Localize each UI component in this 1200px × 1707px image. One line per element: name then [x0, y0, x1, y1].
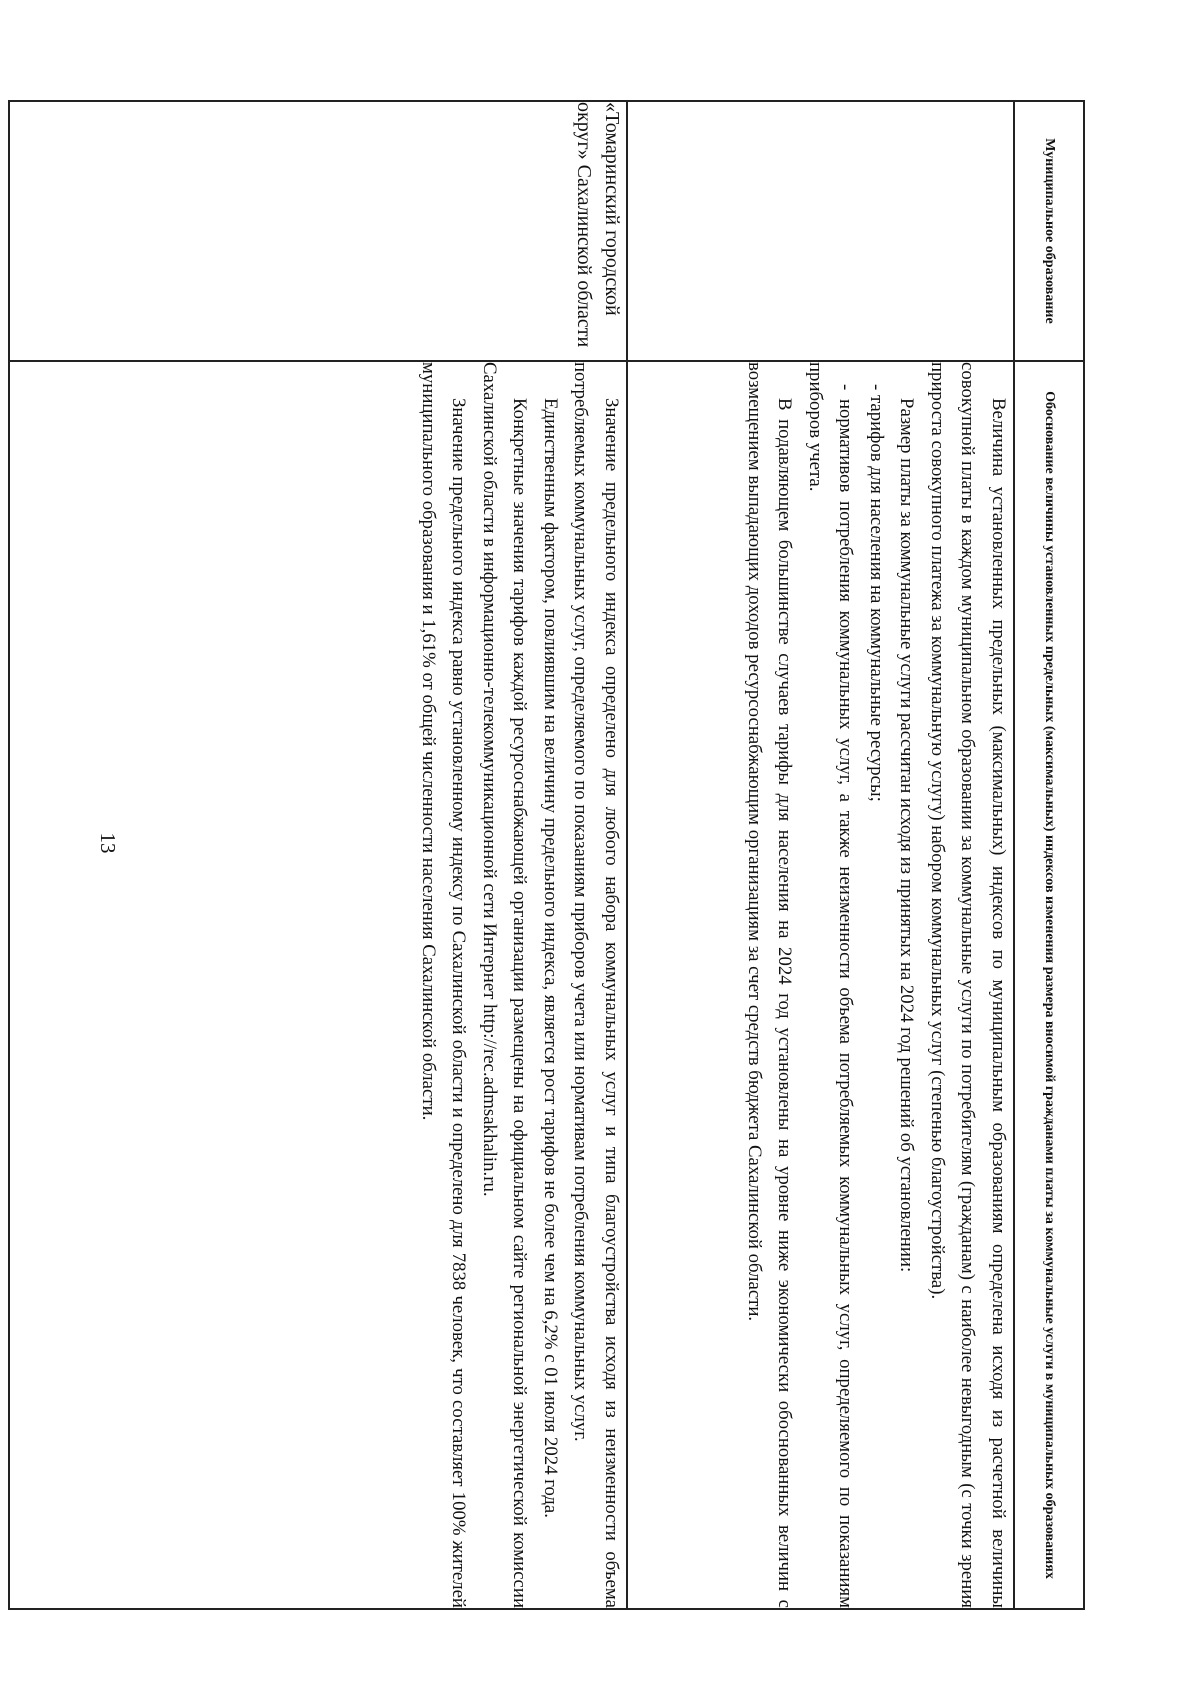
table-row: [627, 101, 1014, 1609]
table-header-row: [1014, 101, 1084, 1609]
list-item: - нормативов потребления коммунальных услуг, а также неизменности объема потребляемых коммунальных услуг, определяемого по показаниям приборов учета.: [805, 362, 857, 1608]
paragraph: Значение предельного индекса равно установленному индексу по Сахалинской области и определено для 7838 человек, что составляет 100% жителей муниципального образования и 1,61% от общей численности населения Сахалинской области.: [418, 362, 470, 1608]
paragraph: В подавляющем большинстве случаев тарифы для населения на 2024 год установлены на уровне ниже экономически обоснованных величин с возмещением выпадающих доходов ресурсоснабжающим организациям за счет средств бюджета Сахалинской области.: [744, 362, 796, 1608]
header-municipality: Муниципальное образование: [1014, 101, 1084, 361]
justification-table: [8, 100, 1085, 1610]
paragraph: Единственным фактором, повлиявшим на величину предельного индекса, является рост тарифов не более чем на 6,2% с 01 июля 2024 года.: [540, 398, 561, 1518]
municipality-cell: «Томаринский городской округ» Сахалинской области: [9, 101, 627, 361]
paragraph: Значение предельного индекса определено для любого набора коммунальных услуг и типа благоустройства исходя из неизменности объема потребляемых коммунальных услуг, определяемого по показаниям приборов учета или нормативам потребления коммунальных услуг.: [570, 362, 622, 1608]
municipality-cell: [627, 101, 1014, 361]
page-number: 13: [96, 832, 120, 854]
table-row: [9, 101, 627, 1609]
header-justification: Обоснование величины установленных предельных (максимальных) индексов изменения размера вносимой гражданами платы за коммунальные услуги в муниципальных образованиях: [1014, 361, 1084, 1609]
paragraph: Конкретные значения тарифов каждой ресурсоснабжающей организации размещены на официальном сайте региональной энергетической комиссии Сахалинской области в информационно-телекоммуникационной сети Интернет http://rec.admsakhalin.ru.: [479, 362, 531, 1608]
justification-cell: [9, 361, 627, 1609]
list-item: - тарифов для населения на коммунальные ресурсы;: [866, 384, 887, 802]
rotated-table-wrapper: [15, 100, 1085, 1610]
justification-cell: [627, 361, 1014, 1609]
paragraph: Величина установленных предельных (максимальных) индексов по муниципальным образованиям определена исходя из расчетной величины совокупной платы в каждом муниципальном образовании за коммунальные услуги по потребителям (гражданам) с наиболее невыгодным (с точки зрения прироста совокупного платежа за коммунальную услугу) набором коммунальных услуг (степенью благоустройства).: [927, 362, 1009, 1608]
paragraph: Размер платы за коммунальные услуги рассчитан исходя из принятых на 2024 год решений об установлении:: [896, 398, 918, 1273]
